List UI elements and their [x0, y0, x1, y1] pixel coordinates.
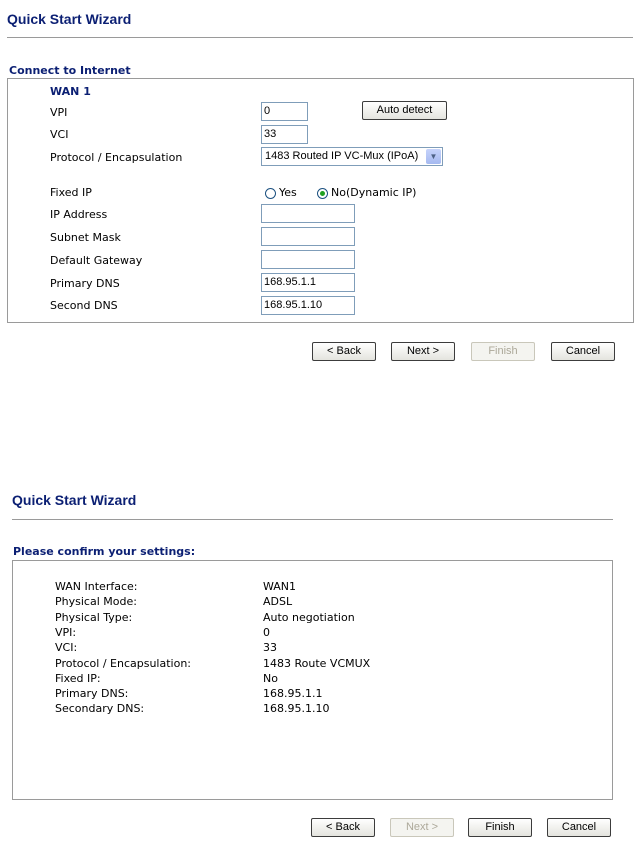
protocol-label: Protocol / Encapsulation — [50, 151, 183, 164]
confirm-row-label: Secondary DNS: — [55, 702, 145, 715]
confirm-wizard-title: Quick Start Wizard — [12, 492, 137, 508]
subnet-mask-input[interactable] — [261, 227, 355, 246]
confirm-next-button[interactable]: Next > — [390, 818, 454, 837]
primary-dns-input[interactable]: 168.95.1.1 — [261, 273, 355, 292]
confirm-row-label: WAN Interface: — [55, 580, 138, 593]
confirm-row-value: 0 — [263, 626, 270, 639]
confirm-row-label: Physical Mode: — [55, 595, 137, 608]
confirm-row-label: VPI: — [55, 626, 77, 639]
back-button[interactable]: < Back — [312, 342, 376, 361]
fixed-ip-yes-radio[interactable] — [265, 188, 276, 199]
confirm-row-value: 1483 Route VCMUX — [263, 657, 371, 670]
confirm-finish-button[interactable]: Finish — [468, 818, 532, 837]
vci-input[interactable]: 33 — [261, 125, 308, 144]
finish-button[interactable]: Finish — [471, 342, 535, 361]
default-gateway-input[interactable] — [261, 250, 355, 269]
primary-dns-label: Primary DNS — [50, 277, 120, 290]
auto-detect-button[interactable]: Auto detect — [362, 101, 447, 120]
second-dns-input[interactable]: 168.95.1.10 — [261, 296, 355, 315]
confirm-row-label: Physical Type: — [55, 611, 133, 624]
confirm-row-value: 33 — [263, 641, 277, 654]
subnet-mask-label: Subnet Mask — [50, 231, 121, 244]
confirm-row-value: ADSL — [263, 595, 293, 608]
ip-address-label: IP Address — [50, 208, 108, 221]
confirm-row-value: Auto negotiation — [263, 611, 355, 624]
confirm-row-value: WAN1 — [263, 580, 297, 593]
cancel-button[interactable]: Cancel — [551, 342, 615, 361]
default-gateway-label: Default Gateway — [50, 254, 143, 267]
section-title: Connect to Internet — [9, 64, 131, 77]
vpi-input[interactable]: 0 — [261, 102, 308, 121]
confirm-row-label: VCI: — [55, 641, 78, 654]
title-divider — [7, 37, 633, 38]
confirm-cancel-button[interactable]: Cancel — [547, 818, 611, 837]
second-dns-label: Second DNS — [50, 299, 118, 312]
protocol-select[interactable] — [261, 147, 443, 166]
ip-address-input[interactable] — [261, 204, 355, 223]
chevron-down-icon[interactable]: ▼ — [426, 149, 441, 164]
vci-label: VCI — [50, 128, 69, 141]
confirm-row-label: Primary DNS: — [55, 687, 129, 700]
vpi-label: VPI — [50, 106, 68, 119]
confirm-section-title: Please confirm your settings: — [13, 545, 196, 558]
fixed-ip-no-radio[interactable] — [317, 188, 328, 199]
confirm-row-label: Fixed IP: — [55, 672, 101, 685]
wan-label: WAN 1 — [50, 85, 91, 98]
confirm-title-divider — [12, 519, 613, 520]
confirm-row-value: No — [263, 672, 278, 685]
fixed-ip-label: Fixed IP — [50, 186, 92, 199]
confirm-row-label: Protocol / Encapsulation: — [55, 657, 191, 670]
fixed-ip-yes-label: Yes — [279, 186, 297, 199]
next-button[interactable]: Next > — [391, 342, 455, 361]
protocol-select-value: 1483 Routed IP VC-Mux (IPoA) — [265, 150, 419, 162]
fixed-ip-no-label: No(Dynamic IP) — [331, 186, 417, 199]
confirm-back-button[interactable]: < Back — [311, 818, 375, 837]
confirm-row-value: 168.95.1.10 — [263, 702, 330, 715]
wizard-title: Quick Start Wizard — [7, 11, 132, 27]
confirm-row-value: 168.95.1.1 — [263, 687, 323, 700]
